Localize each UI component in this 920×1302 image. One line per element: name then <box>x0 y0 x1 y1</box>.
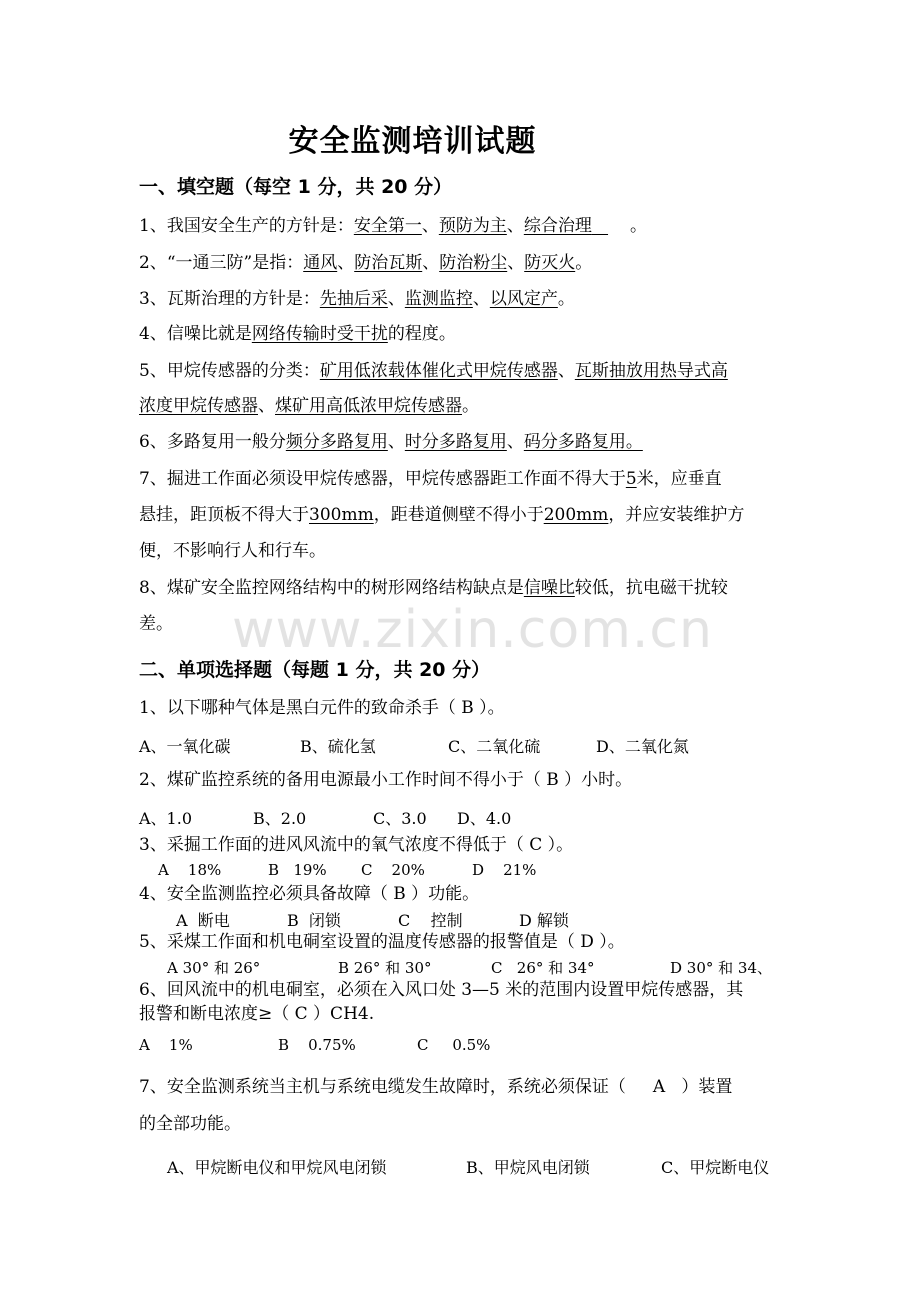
q5-answer-1: 矿用低浓载体催化式甲烷传感器 <box>319 361 558 381</box>
q1-answer-3: 综合治理 <box>523 216 592 236</box>
option: C、甲烷断电仪 <box>661 1158 770 1177</box>
option: B 0.75% <box>278 1036 356 1054</box>
page-title: 安全监测培训试题 <box>288 124 537 159</box>
fill-question-2 <box>139 253 592 273</box>
fill-question-6 <box>139 432 653 452</box>
choice-question-7-line-2: 的全部功能。 <box>139 1114 241 1134</box>
q1-answer-1: 安全第一 <box>353 216 422 236</box>
option: A、甲烷断电仪和甲烷风电闭锁 <box>167 1158 387 1177</box>
fill-question-8-line-2: 差。 <box>139 614 173 634</box>
section-heading-fill-in: 一、填空题（每空 1 分，共 20 分） <box>139 176 453 198</box>
q5-sep-2: 、 <box>258 396 275 416</box>
q7-answer-3: 200mm <box>543 505 609 525</box>
fill-question-7-line-1 <box>139 469 722 489</box>
q2-prefix: 2、“一通三防”是指： <box>139 253 304 273</box>
q3-sep-1: 、 <box>387 289 405 309</box>
q3-end: 。 <box>557 289 575 309</box>
q1-prefix: 1、我国安全生产的方针是： <box>139 216 354 236</box>
option: C、3.0 <box>373 809 427 828</box>
q1-end: 。 <box>630 216 648 236</box>
q2-sep-3: 、 <box>507 253 525 273</box>
choice-question-2: 2、煤矿监控系统的备用电源最小工作时间不得小于（ B ）小时。 <box>139 770 633 790</box>
q2-sep-2: 、 <box>422 253 440 273</box>
fill-question-8-line-1 <box>139 578 728 598</box>
q8-answer-1: 信噪比 <box>523 578 575 598</box>
option: D、二氧化氮 <box>596 737 689 756</box>
option: C 20% <box>361 861 425 879</box>
q1-sep-2: 、 <box>506 216 524 236</box>
fill-question-5-line-2 <box>139 396 479 416</box>
q8-text-2: 较低，抗电磁干扰较 <box>574 578 728 598</box>
q2-answer-4: 防灭火 <box>524 253 576 273</box>
choice-question-5: 5、采煤工作面和机电硐室设置的温度传感器的报警值是（ D ）。 <box>139 932 625 952</box>
q6-sep-2: 、 <box>506 432 524 452</box>
q3-answer-3: 以风定产 <box>489 289 558 309</box>
choice-question-7-line-1: 7、安全监测系统当主机与系统电缆发生故障时，系统必须保证（ A ）装置 <box>139 1077 733 1097</box>
option: B、2.0 <box>253 809 307 828</box>
option: A 1% <box>139 1036 193 1054</box>
q3-answer-1: 先抽后采 <box>319 289 388 309</box>
q3-prefix: 3、瓦斯治理的方针是： <box>139 289 320 309</box>
fill-question-3 <box>139 289 575 309</box>
q2-answer-1: 通风 <box>303 253 338 273</box>
q6-answer-1: 频分多路复用 <box>285 432 388 452</box>
option: D 30° 和 34、 <box>670 959 773 977</box>
q4-end: 的程度。 <box>387 324 456 344</box>
option: D、4.0 <box>457 809 512 828</box>
q6-sep-1: 、 <box>387 432 405 452</box>
q3-sep-2: 、 <box>472 289 490 309</box>
q3-answer-2: 监测监控 <box>404 289 473 309</box>
choice-question-6-line-1: 6、回风流中的机电硐室，必须在入风口处 3—5 米的范围内设置甲烷传感器，其 <box>139 980 744 1000</box>
q7-answer-2: 300mm <box>309 505 374 525</box>
q5-end: 。 <box>462 396 479 416</box>
option: A 30° 和 26° <box>167 959 261 977</box>
choice-question-1: 1、以下哪种气体是黑白元件的致命杀手（ B ）。 <box>139 698 505 718</box>
q2-answer-2: 防治瓦斯 <box>354 253 423 273</box>
option: C 26° 和 34° <box>491 959 595 977</box>
option: B、硫化氢 <box>300 737 376 756</box>
q1-blank <box>592 216 608 236</box>
q2-end: 。 <box>575 253 593 273</box>
q7-text-2: 米，应垂直 <box>636 469 722 489</box>
q5-answer-2a: 瓦斯抽放用热导式高 <box>574 361 728 381</box>
option: A 断电 <box>176 911 230 930</box>
q4-answer-1: 网络传输时受干扰 <box>251 324 388 344</box>
choice-question-6-line-2: 报警和断电浓度≥（ C ）CH4. <box>139 1004 375 1024</box>
fill-question-5-line-1 <box>139 361 728 381</box>
q5-answer-3: 煤矿用高低浓甲烷传感器 <box>275 396 462 416</box>
q7-text-4: ，距巷道侧壁不得小于 <box>373 505 544 525</box>
option: B 26° 和 30° <box>338 959 432 977</box>
q1-answer-2: 预防为主 <box>438 216 507 236</box>
q7-text-3: 悬挂，距顶板不得大于 <box>139 505 309 525</box>
option: B 19% <box>268 861 327 879</box>
q6-prefix: 6、多路复用一般分 <box>139 432 286 452</box>
q5-answer-2b: 浓度甲烷传感器 <box>139 396 258 416</box>
q1-sep-1: 、 <box>421 216 439 236</box>
q5-prefix: 5、甲烷传感器的分类： <box>139 361 320 381</box>
choice-question-4: 4、安全监测监控必须具备故障（ B ）功能。 <box>139 884 480 904</box>
q2-sep-1: 、 <box>337 253 355 273</box>
q6-answer-2: 时分多路复用 <box>404 432 507 452</box>
q7-answer-1: 5 <box>625 469 637 489</box>
option: B 闭锁 <box>287 911 341 930</box>
option: A、一氧化碳 <box>139 737 231 756</box>
option: A 18% <box>158 861 222 879</box>
fill-question-1 <box>139 216 647 236</box>
watermark: www.zixin.com.cn <box>232 600 713 660</box>
q6-answer-3: 码分多路复用。 <box>523 432 643 452</box>
q5-sep-1: 、 <box>557 361 575 381</box>
q2-answer-3: 防治粉尘 <box>439 253 508 273</box>
option: C 控制 <box>398 911 463 930</box>
option: D 21% <box>472 861 537 879</box>
option: D 解锁 <box>519 911 569 930</box>
option: B、甲烷风电闭锁 <box>466 1158 590 1177</box>
fill-question-4 <box>139 324 456 344</box>
q7-text-1: 7、掘进工作面必须设甲烷传感器，甲烷传感器距工作面不得大于 <box>139 469 626 489</box>
q7-text-5: ，并应安装维护方 <box>608 505 745 525</box>
fill-question-7-line-2 <box>139 505 744 525</box>
option: A、1.0 <box>139 809 193 828</box>
fill-question-7-line-3: 便，不影响行人和行车。 <box>139 541 326 561</box>
option: C 0.5% <box>417 1036 491 1054</box>
option: C、二氧化硫 <box>448 737 541 756</box>
choice-question-3: 3、采掘工作面的进风风流中的氧气浓度不得低于（ C ）。 <box>139 835 574 855</box>
q4-prefix: 4、信噪比就是 <box>139 324 252 344</box>
q8-text-1: 8、煤矿安全监控网络结构中的树形网络结构缺点是 <box>139 578 524 598</box>
section-heading-single-choice: 二、单项选择题（每题 1 分，共 20 分） <box>139 659 491 681</box>
